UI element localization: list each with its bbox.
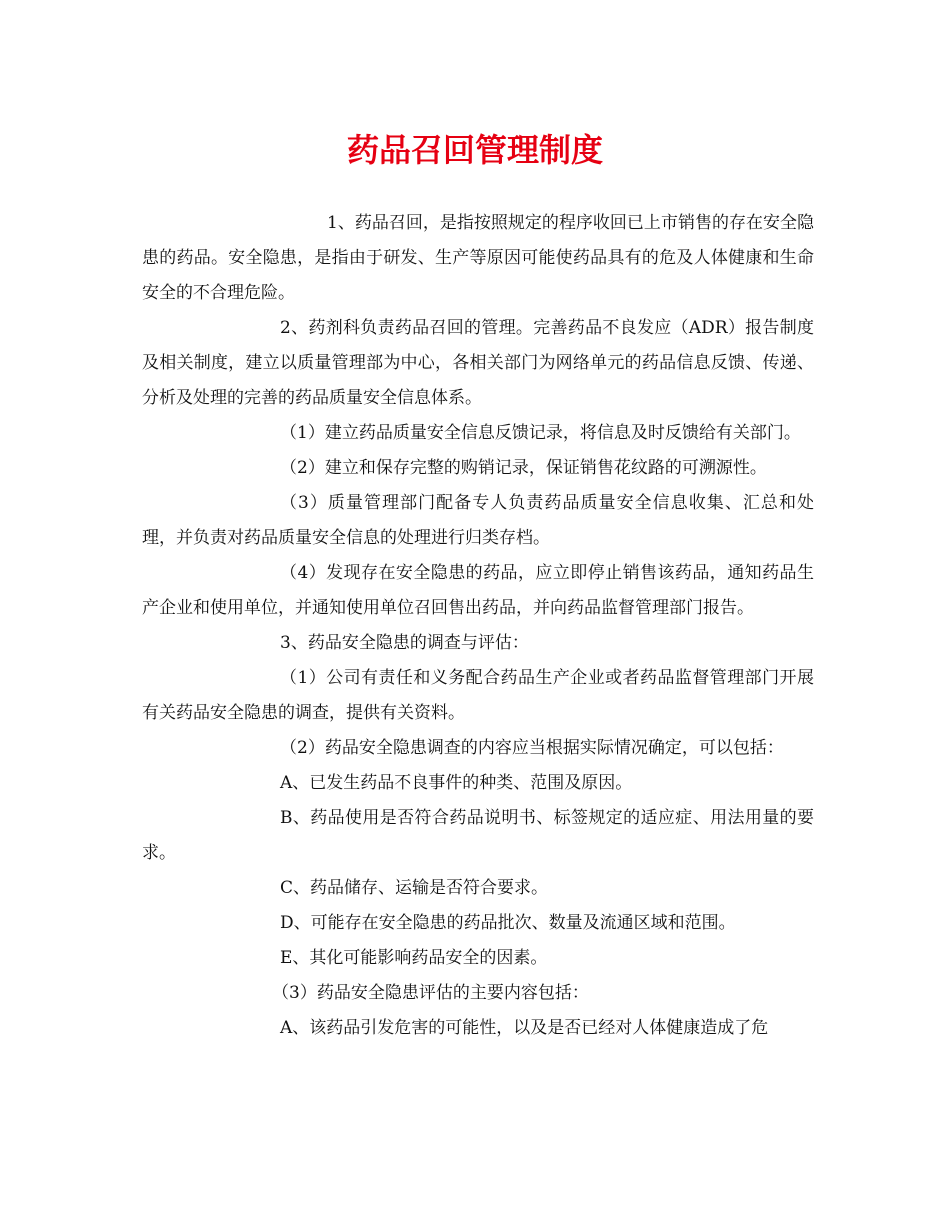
paragraph: （1）建立药品质量安全信息反馈记录，将信息及时反馈给有关部门。: [280, 423, 801, 443]
paragraph: （2）药品安全隐患调查的内容应当根据实际情况确定，可以包括：: [280, 738, 784, 758]
paragraph: A、该药品引发危害的可能性，以及是否已经对人体健康造成了危: [280, 1018, 769, 1038]
paragraph: （3）质量管理部门配备专人负责药品质量安全信息收集、汇总和处理，并负责对药品质量安全信息的处理进行归类存档。: [142, 493, 814, 548]
paragraph: 2、药剂科负责药品召回的管理。完善药品不良发应（ADR）报告制度及相关制度，建立以质量管理部为中心，各相关部门为网络单元的药品信息反馈、传递、分析及处理的完善的药品质量安全信息体系。: [142, 318, 814, 408]
paragraph: （3）药品安全隐患评估的主要内容包括：: [272, 983, 589, 1003]
paragraph: E、其化可能影响药品安全的因素。: [280, 948, 548, 968]
paragraph: C、药品储存、运输是否符合要求。: [280, 878, 549, 898]
paragraph: （4）发现存在安全隐患的药品，应立即停止销售该药品，通知药品生产企业和使用单位，并通知使用单位召回售出药品，并向药品监督管理部门报告。: [142, 563, 814, 618]
paragraph: B、药品使用是否符合药品说明书、标签规定的适应症、用法用量的要求。: [142, 808, 814, 863]
document-body: [142, 206, 814, 1046]
document-title: 药品召回管理制度: [346, 131, 603, 169]
paragraph: A、已发生药品不良事件的种类、范围及原因。: [280, 773, 633, 793]
paragraph: D、可能存在安全隐患的药品批次、数量及流通区域和范围。: [280, 913, 736, 933]
paragraph: 3、药品安全隐患的调查与评估：: [280, 633, 529, 653]
paragraph: （2）建立和保存完整的购销记录，保证销售花纹路的可溯源性。: [280, 458, 767, 478]
paragraph: 1、药品召回，是指按照规定的程序收回已上市销售的存在安全隐患的药品。安全隐患，是指由于研发、生产等原因可能使药品具有的危及人体健康和生命安全的不合理危险。: [142, 213, 814, 303]
paragraph: （1）公司有责任和义务配合药品生产企业或者药品监督管理部门开展有关药品安全隐患的调查，提供有关资料。: [142, 668, 814, 723]
